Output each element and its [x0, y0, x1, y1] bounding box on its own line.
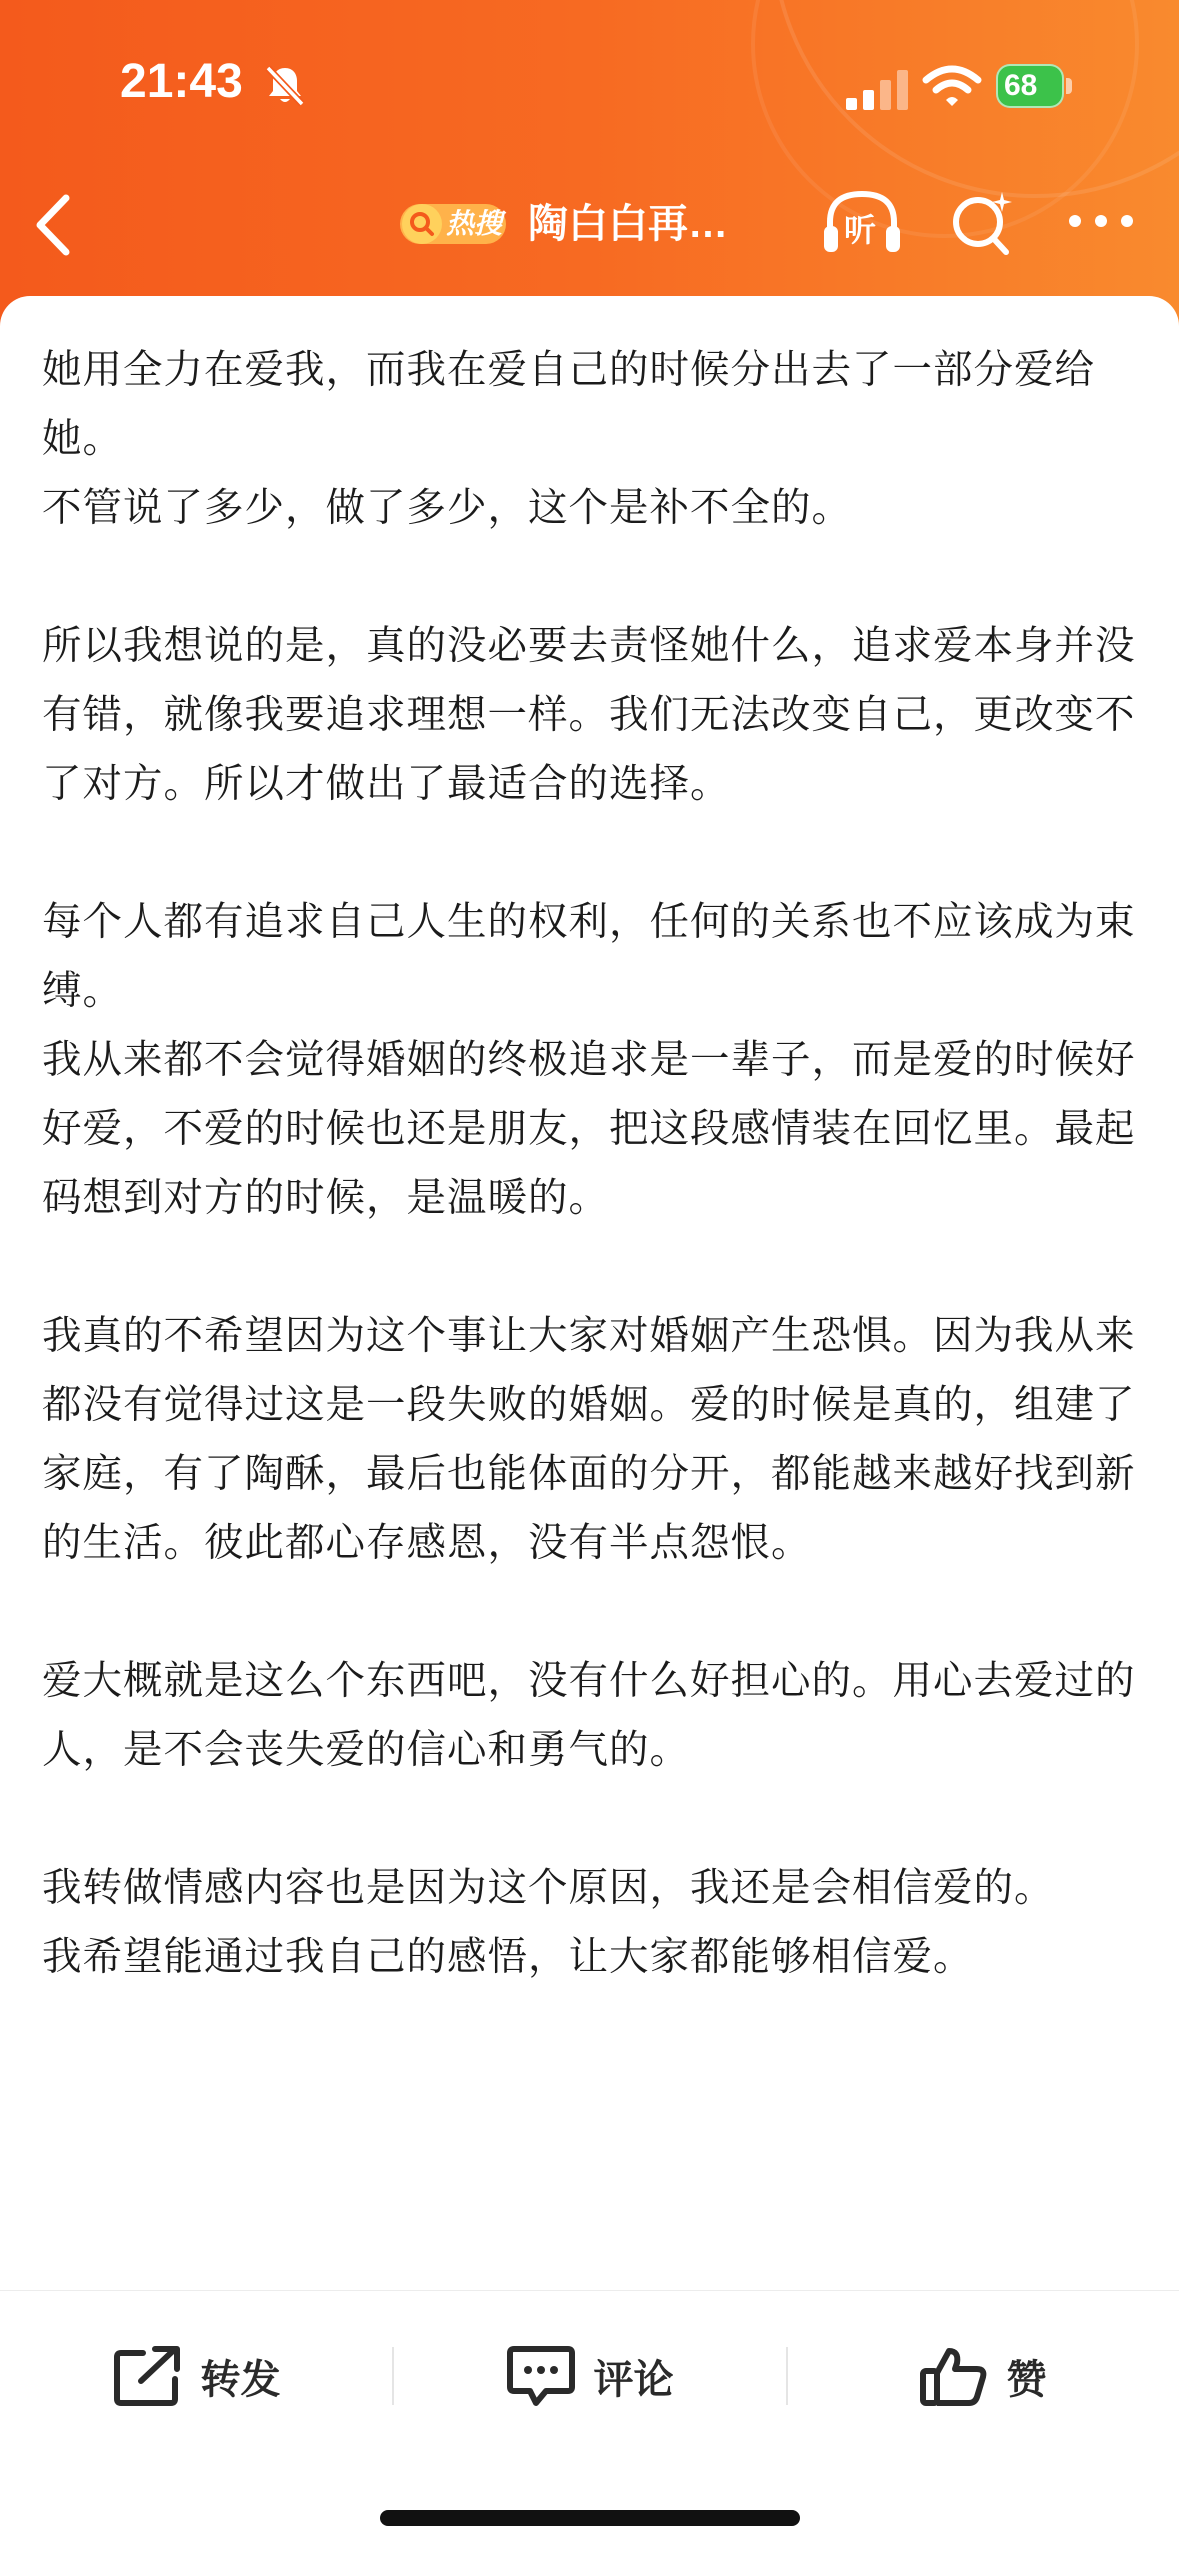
action-bar [0, 2290, 1179, 2461]
article-body [42, 336, 1142, 1992]
header-decoration [751, 0, 1139, 238]
like-button[interactable] [786, 2291, 1179, 2461]
comment-label: 评论 [593, 2357, 674, 2402]
article-paragraph: 我真的不希望因为这个事让大家对婚姻产生恐惧。因为我从来都没有觉得过这是一段失败的婚姻。爱的时候是真的，组建了家庭，有了陶酥，最后也能体面的分开，都能越来越好找到新的生活。彼此都心存感恩，没有半点怨恨。 [42, 1313, 1136, 1566]
listen-button[interactable] [820, 186, 904, 258]
status-time: 21:43 [120, 55, 243, 108]
wifi-icon [922, 64, 982, 110]
signal-icon [844, 68, 914, 112]
article-paragraph: 爱大概就是这么个东西吧，没有什么好担心的。用心去爱过的人，是不会丧失爱的信心和勇气的。 [42, 1658, 1136, 1773]
battery-icon [996, 64, 1076, 108]
search-icon[interactable] [948, 188, 1016, 258]
battery-percent: 68 [996, 64, 1064, 108]
back-icon[interactable] [28, 190, 82, 260]
page-title: 陶白白再… [528, 202, 728, 246]
comment-button[interactable] [393, 2291, 786, 2461]
listen-label: 听 [844, 211, 877, 249]
article-paragraph: 她用全力在爱我，而我在爱自己的时候分出去了一部分爱给她。 不管说了多少，做了多少，这个是补不全的。 [42, 347, 1095, 531]
comment-icon [506, 2345, 576, 2407]
hot-search-label: 热搜 [446, 207, 503, 240]
article-paragraph: 所以我想说的是，真的没必要去责怪她什么，追求爱本身并没有错，就像我要追求理想一样。我们无法改变自己，更改变不了对方。所以才做出了最适合的选择。 [42, 623, 1136, 807]
repost-label: 转发 [200, 2357, 281, 2402]
article-card [0, 296, 1179, 2291]
share-icon [113, 2345, 183, 2407]
repost-button[interactable] [0, 2291, 393, 2461]
article-paragraph: 每个人都有追求自己人生的权利，任何的关系也不应该成为束缚。 我从来都不会觉得婚姻的终极追求是一辈子，而是爱的时候好好爱，不爱的时候也还是朋友，把这段感情装在回忆里。最起码想到对方的时候，是温暖的。 [42, 899, 1136, 1221]
battery-tip [1066, 78, 1072, 94]
more-icon[interactable] [1066, 208, 1136, 234]
home-indicator [380, 2510, 800, 2526]
thumbs-up-icon [919, 2345, 989, 2407]
bell-muted-icon [262, 62, 308, 108]
hot-search-badge[interactable] [398, 198, 510, 250]
header-bar [0, 0, 1179, 330]
like-label: 赞 [1006, 2357, 1047, 2402]
article-paragraph: 我转做情感内容也是因为这个原因，我还是会相信爱的。 我希望能通过我自己的感悟，让大家都能够相信爱。 [42, 1865, 1055, 1980]
